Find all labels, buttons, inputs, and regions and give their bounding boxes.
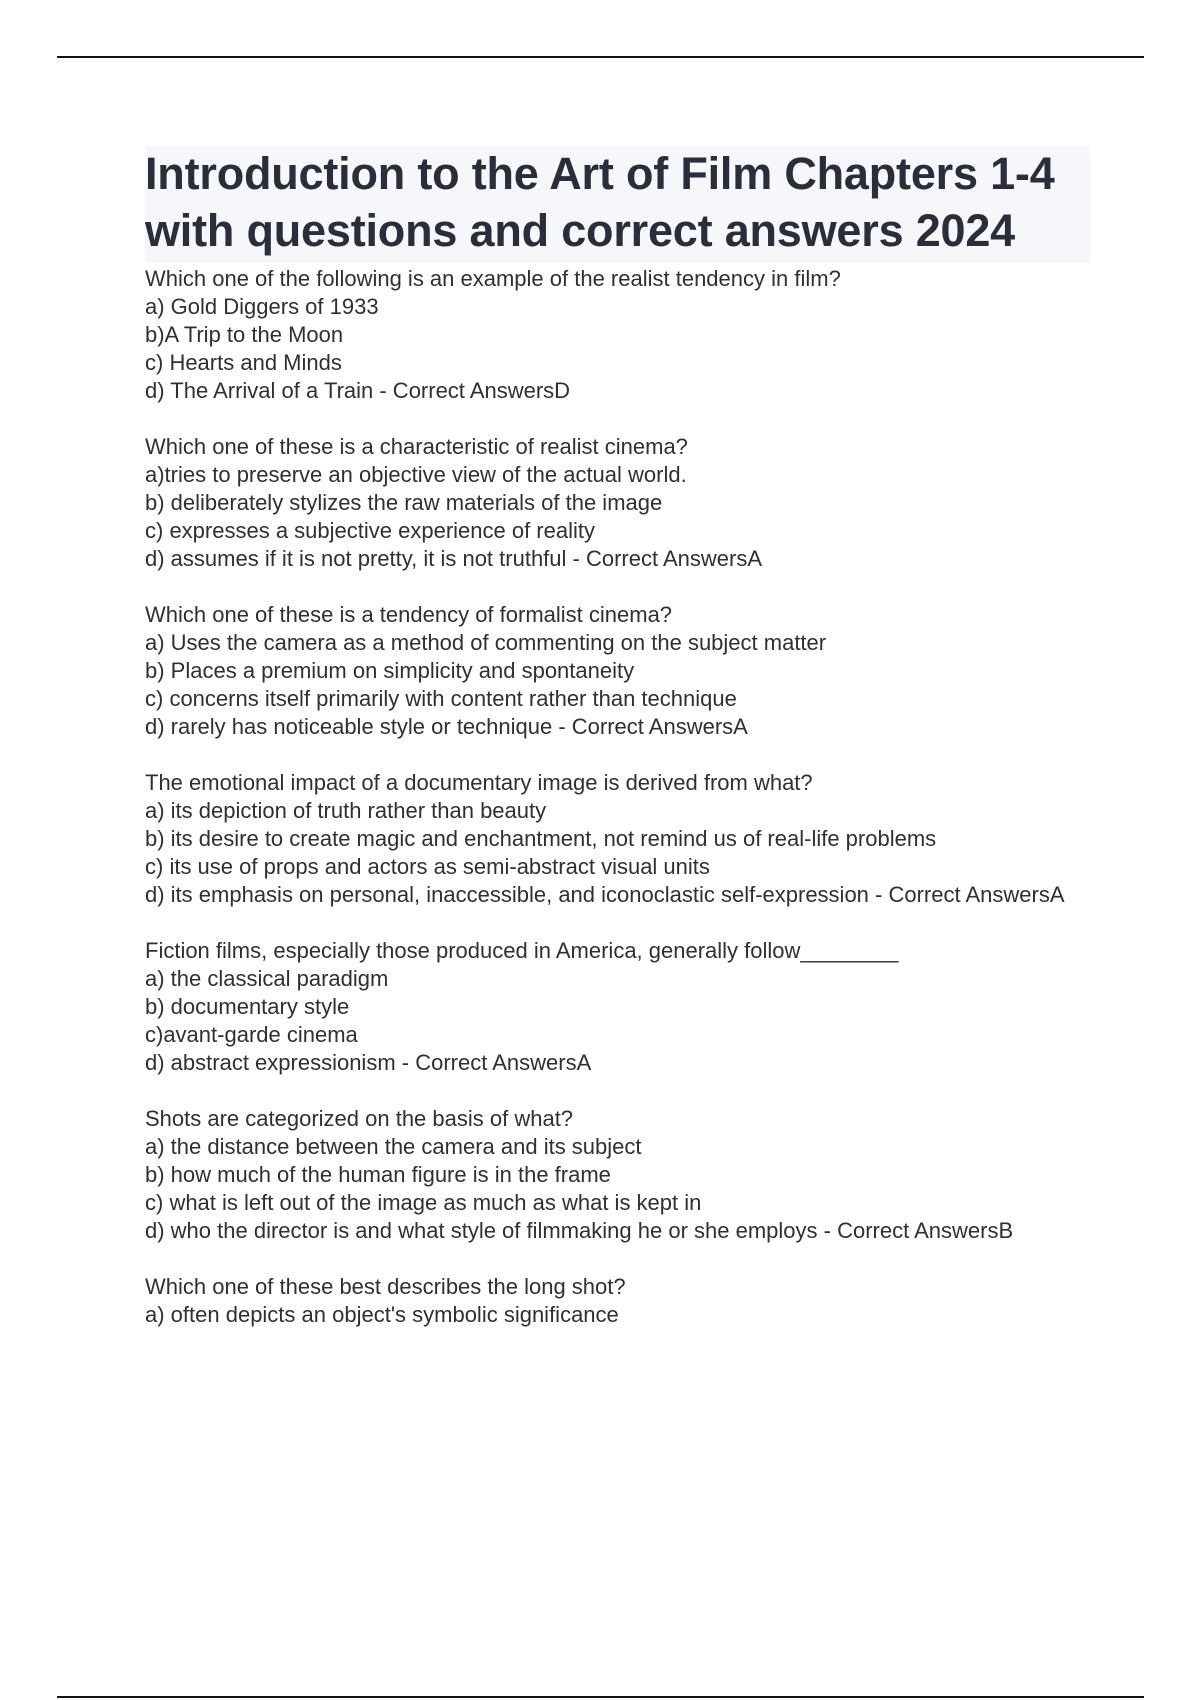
question-text: The emotional impact of a documentary image is derived from what?: [145, 770, 813, 795]
answer-option: d) rarely has noticeable style or technique - Correct AnswersA: [145, 714, 748, 739]
answer-option: c) its use of props and actors as semi-abstract visual units: [145, 854, 710, 879]
question-block: [145, 433, 1090, 573]
answer-option: c) what is left out of the image as much as what is kept in: [145, 1190, 702, 1215]
document-content: [145, 146, 1090, 1357]
question-text: Which one of these is a characteristic of realist cinema?: [145, 434, 688, 459]
answer-option: a) Uses the camera as a method of commenting on the subject matter: [145, 630, 827, 655]
question-text: Which one of the following is an example of the realist tendency in film?: [145, 266, 841, 291]
answer-option: a) the distance between the camera and its subject: [145, 1134, 642, 1159]
answer-option: c) concerns itself primarily with content rather than technique: [145, 686, 737, 711]
answer-option: b) its desire to create magic and enchantment, not remind us of real-life problems: [145, 826, 937, 851]
answer-option: c) Hearts and Minds: [145, 350, 342, 375]
answer-option: a) the classical paradigm: [145, 966, 389, 991]
question-text: Which one of these best describes the long shot?: [145, 1274, 626, 1299]
answer-option: a) often depicts an object's symbolic significance: [145, 1302, 619, 1327]
question-text: Shots are categorized on the basis of what?: [145, 1106, 574, 1131]
document-title: Introduction to the Art of Film Chapters 1-4 with questions and correct answers 2024: [145, 148, 1055, 256]
question-block: [145, 937, 1090, 1077]
answer-option: d) its emphasis on personal, inaccessible, and iconoclastic self-expression - Correct AnswersA: [145, 882, 1065, 907]
bottom-divider: [57, 1696, 1144, 1698]
answer-option: d) abstract expressionism - Correct AnswersA: [145, 1050, 592, 1075]
question-text: Fiction films, especially those produced in America, generally follow________: [145, 938, 899, 963]
answer-option: d) The Arrival of a Train - Correct AnswersD: [145, 378, 571, 403]
answer-option: a) Gold Diggers of 1933: [145, 294, 379, 319]
question-block: [145, 1105, 1090, 1245]
top-divider: [57, 56, 1144, 58]
question-list: [145, 265, 1090, 1329]
title-banner: [145, 146, 1090, 263]
question-block: [145, 769, 1090, 909]
answer-option: b) deliberately stylizes the raw materials of the image: [145, 490, 663, 515]
question-block: [145, 265, 1090, 405]
answer-option: b) Places a premium on simplicity and spontaneity: [145, 658, 635, 683]
answer-option: b) documentary style: [145, 994, 350, 1019]
question-block: [145, 1273, 1090, 1329]
answer-option: d) assumes if it is not pretty, it is not truthful - Correct AnswersA: [145, 546, 763, 571]
question-text: Which one of these is a tendency of formalist cinema?: [145, 602, 673, 627]
answer-option: a)tries to preserve an objective view of the actual world.: [145, 462, 687, 487]
answer-option: c)avant-garde cinema: [145, 1022, 358, 1047]
answer-option: b)A Trip to the Moon: [145, 322, 344, 347]
answer-option: b) how much of the human figure is in the frame: [145, 1162, 611, 1187]
answer-option: d) who the director is and what style of filmmaking he or she employs - Correct AnswersB: [145, 1218, 1014, 1243]
answer-option: a) its depiction of truth rather than beauty: [145, 798, 547, 823]
question-block: [145, 601, 1090, 741]
answer-option: c) expresses a subjective experience of reality: [145, 518, 595, 543]
